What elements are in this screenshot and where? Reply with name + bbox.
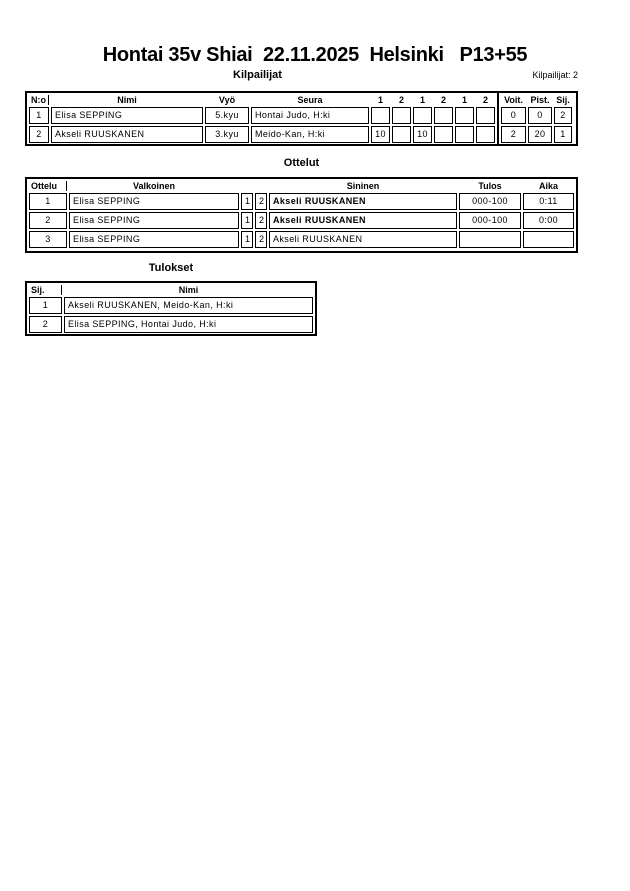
competitors-table [25, 91, 578, 146]
match-time: 0:11 [523, 193, 574, 210]
matches-header-row [29, 181, 574, 191]
col-header-wins: Voit. [504, 95, 523, 105]
wins-cell: 2 [501, 126, 526, 143]
place-cell: 2 [554, 107, 572, 124]
competitor-row [29, 107, 495, 124]
competitor-row [29, 126, 495, 143]
score-cell [455, 107, 474, 124]
results-table-main [27, 283, 315, 335]
col-header-number: N:o [29, 95, 49, 105]
score-cell [455, 126, 474, 143]
score-cell [476, 126, 495, 143]
result-place: 1 [29, 297, 62, 314]
competitor-number: 2 [29, 126, 49, 143]
col-header-white-number [241, 181, 253, 191]
col-header-score: 1 [419, 95, 425, 105]
result-name: Akseli RUUSKANEN, Meido-Kan, H:ki [64, 297, 313, 314]
col-header-place: Sij. [556, 95, 570, 105]
white-competitor-name: Elisa SEPPING [69, 193, 239, 210]
result-row [29, 297, 313, 314]
match-result: 000-100 [459, 212, 521, 229]
col-header-blue: Sininen [346, 181, 380, 191]
score-cell [413, 107, 432, 124]
score-cell [371, 107, 390, 124]
competitor-name: Akseli RUUSKANEN [51, 126, 203, 143]
score-cell [434, 107, 453, 124]
match-row [29, 193, 574, 210]
competitor-belt: 3.kyu [205, 126, 249, 143]
place-cell: 1 [554, 126, 572, 143]
result-row [29, 316, 313, 333]
blue-competitor-name: Akseli RUUSKANEN [269, 193, 457, 210]
white-competitor-name: Elisa SEPPING [69, 212, 239, 229]
match-time: 0:00 [523, 212, 574, 229]
white-competitor-name: Elisa SEPPING [69, 231, 239, 248]
blue-competitor-name: Akseli RUUSKANEN [269, 212, 457, 229]
results-table [25, 281, 317, 336]
match-result: 000-100 [459, 193, 521, 210]
col-header-place: Sij. [29, 285, 62, 295]
competitor-totals-row [501, 126, 572, 143]
page-title: Hontai 35v Shiai 22.11.2025 Helsinki P13+55 [102, 44, 528, 66]
competitors-count: Kilpailijat: 2 [532, 70, 578, 80]
competitor-totals-row [501, 107, 572, 124]
col-header-blue-number [255, 181, 267, 191]
wins-cell: 0 [501, 107, 526, 124]
score-cell [392, 107, 411, 124]
col-header-score: 1 [377, 95, 383, 105]
col-header-club: Seura [297, 95, 323, 105]
score-cell: 10 [371, 126, 390, 143]
col-header-name: Nimi [117, 95, 137, 105]
section-heading-competitors: Kilpailijat [233, 69, 282, 81]
match-time [523, 231, 574, 248]
col-header-score: 2 [398, 95, 404, 105]
match-number: 2 [29, 212, 67, 229]
competitor-name: Elisa SEPPING [51, 107, 203, 124]
match-number: 1 [29, 193, 67, 210]
col-header-result: Tulos [478, 181, 502, 191]
col-header-belt: Vyö [218, 95, 236, 105]
col-header-name: Nimi [178, 285, 199, 295]
competitor-number: 1 [29, 107, 49, 124]
col-header-time: Aika [538, 181, 558, 191]
col-header-score: 1 [461, 95, 467, 105]
white-competitor-number: 1 [241, 193, 253, 210]
competitor-club: Meido-Kan, H:ki [251, 126, 369, 143]
score-cell [392, 126, 411, 143]
blue-competitor-number: 2 [255, 212, 267, 229]
col-header-points: Pist. [530, 95, 550, 105]
match-result [459, 231, 521, 248]
match-row [29, 212, 574, 229]
matches-table-main [27, 179, 576, 250]
competitors-table-main [27, 93, 497, 145]
col-header-score: 2 [482, 95, 488, 105]
competitors-table-totals [499, 93, 574, 145]
white-competitor-number: 1 [241, 212, 253, 229]
competitors-header-row [29, 95, 495, 105]
white-competitor-number: 1 [241, 231, 253, 248]
result-place: 2 [29, 316, 62, 333]
section-heading-results: Tulokset [148, 262, 194, 274]
col-header-match: Ottelu [29, 181, 67, 191]
col-header-white: Valkoinen [132, 181, 176, 191]
blue-competitor-number: 2 [255, 193, 267, 210]
competitor-belt: 5.kyu [205, 107, 249, 124]
blue-competitor-name: Akseli RUUSKANEN [269, 231, 457, 248]
result-name: Elisa SEPPING, Hontai Judo, H:ki [64, 316, 313, 333]
competitor-club: Hontai Judo, H:ki [251, 107, 369, 124]
col-header-score: 2 [440, 95, 446, 105]
matches-table [25, 177, 578, 253]
points-cell: 20 [528, 126, 552, 143]
score-cell [476, 107, 495, 124]
competitors-totals-header-row [501, 95, 572, 105]
match-row [29, 231, 574, 248]
blue-competitor-number: 2 [255, 231, 267, 248]
section-heading-matches: Ottelut [283, 157, 320, 169]
points-cell: 0 [528, 107, 552, 124]
match-number: 3 [29, 231, 67, 248]
results-header-row [29, 285, 313, 295]
score-cell [434, 126, 453, 143]
score-cell: 10 [413, 126, 432, 143]
